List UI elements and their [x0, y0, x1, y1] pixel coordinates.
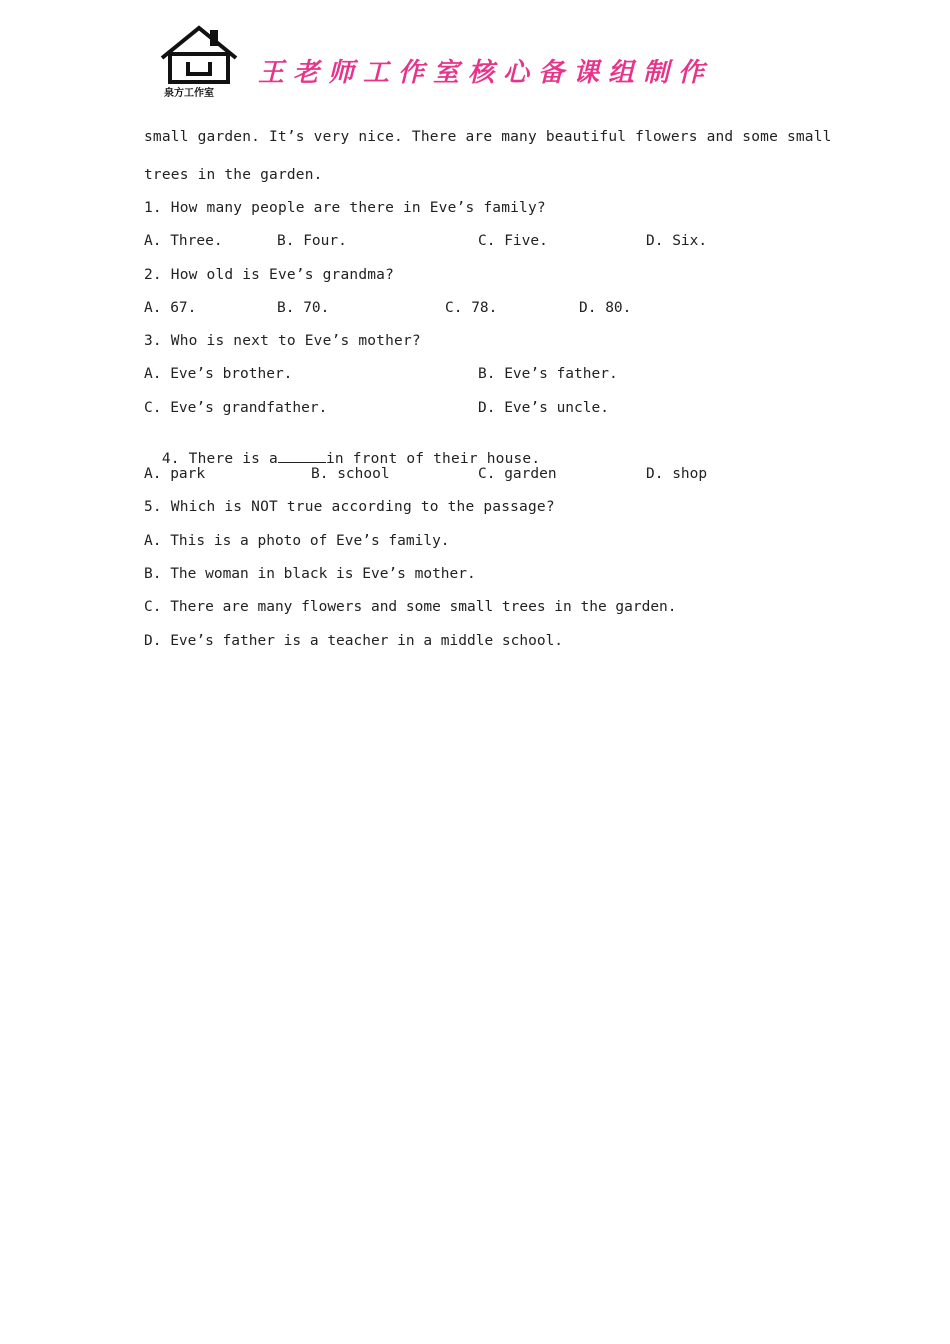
q4-stem-suffix: in front of their house.: [325, 451, 541, 467]
passage-line-1: small garden. It’s very nice. There are many beautiful flowers and some small: [144, 129, 832, 145]
question-5-stem: 5. Which is NOT true according to the passage?: [144, 499, 555, 515]
q3-option-b: B. Eve’s father.: [478, 366, 618, 382]
question-2-stem: 2. How old is Eve’s grandma?: [144, 267, 395, 283]
passage-line-2: trees in the garden.: [144, 167, 323, 183]
q5-option-d: D. Eve’s father is a teacher in a middle school.: [144, 633, 564, 649]
q4-option-a: A. park: [144, 466, 206, 482]
question-1-stem: 1. How many people are there in Eve’s family?: [144, 200, 546, 216]
q2-option-a: A. 67.: [144, 300, 197, 316]
q4-option-d: D. shop: [646, 466, 708, 482]
q1-option-d: D. Six.: [646, 233, 708, 249]
q1-option-a: A. Three.: [144, 233, 223, 249]
q4-option-b: B. school: [311, 466, 390, 482]
q5-option-c: C. There are many flowers and some small trees in the garden.: [144, 599, 677, 615]
question-4-stem: [144, 432, 540, 468]
q4-blank[interactable]: [278, 450, 326, 463]
q4-stem-prefix: 4. There is a: [161, 451, 278, 467]
question-3-stem: 3. Who is next to Eve’s mother?: [144, 333, 421, 349]
q5-option-b: B. The woman in black is Eve’s mother.: [144, 566, 476, 582]
page-header: [158, 24, 798, 102]
q2-option-d: D. 80.: [579, 300, 632, 316]
q2-option-b: B. 70.: [277, 300, 330, 316]
q3-option-a: A. Eve’s brother.: [144, 366, 293, 382]
q1-option-c: C. Five.: [478, 233, 548, 249]
q2-option-c: C. 78.: [445, 300, 498, 316]
q1-option-b: B. Four.: [277, 233, 347, 249]
q4-option-c: C. garden: [478, 466, 557, 482]
banner-title: 王老师工作室核心备课组制作: [258, 58, 714, 88]
q3-option-c: C. Eve’s grandfather.: [144, 400, 328, 416]
logo-caption: 泉方工作室: [164, 88, 214, 99]
q5-option-a: A. This is a photo of Eve’s family.: [144, 533, 450, 549]
q3-option-d: D. Eve’s uncle.: [478, 400, 609, 416]
